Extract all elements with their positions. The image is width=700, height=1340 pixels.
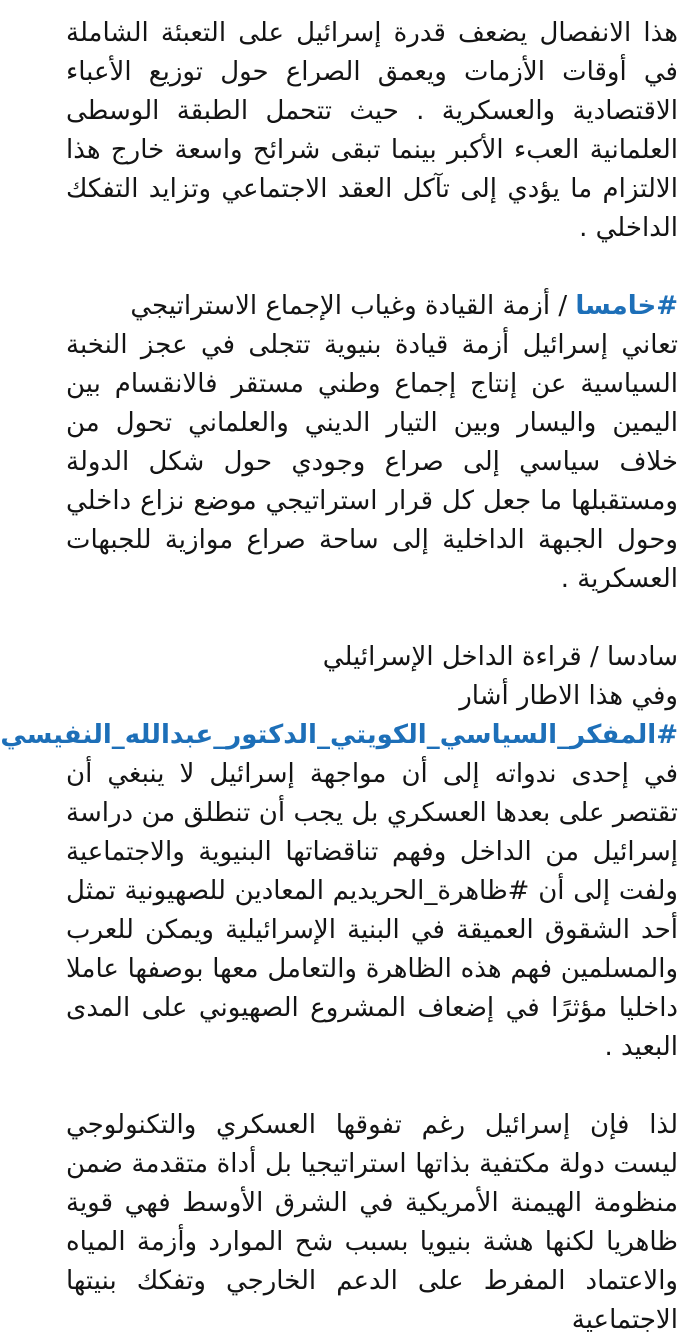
paragraph-conclusion-text: لذا فإن إسرائيل رغم تفوقها العسكري والتكنولوجي ليست دولة مكتفية بذاتها استراتيجيا بل أداة متقدمة ضمن منظومة الهيمنة الأمريكية في الشرق الأوسط فهي قوية ظاهريا لكنها هشة بنيويا بسبب شح الموارد وأزمة المياه والاعتماد المفرط على الدعم الخارجي وتفكك بنيتها الاجتماعية bbox=[66, 1110, 678, 1335]
paragraph-conclusion bbox=[66, 1106, 678, 1340]
section-fifth-title: / أزمة القيادة وغياب الإجماع الاستراتيجي bbox=[130, 291, 576, 321]
paragraph-intro bbox=[66, 14, 678, 248]
section-sixth bbox=[0, 638, 678, 1067]
section-fifth bbox=[66, 287, 678, 599]
hashtag-link-author[interactable]: #المفكر_السياسي_الكويتي_الدكتور_عبدالله_النفيسي bbox=[0, 720, 678, 750]
section-fifth-body: تعاني إسرائيل أزمة قيادة بنيوية تتجلى في عجز النخبة السياسية عن إنتاج إجماع وطني مستقر فالانقسام بين اليمين واليسار وبين التيار الديني والعلماني تحول من خلاف سياسي إلى صراع وجودي حول شكل الدولة ومستقبلها ما جعل كل قرار استراتيجي موضع نزاع داخلي وحول الجبهة الداخلية إلى ساحة صراع موازية للجبهات العسكرية . bbox=[66, 330, 678, 594]
hashtag-link-fifth[interactable]: #خامسا bbox=[575, 291, 678, 321]
section-sixth-intro: وفي هذا الاطار أشار bbox=[459, 681, 678, 711]
section-sixth-body: في إحدى ندواته إلى أن مواجهة إسرائيل لا ينبغي أن تقتصر على بعدها العسكري بل يجب أن تنطلق من دراسة إسرائيل من الداخل وفهم تناقضاتها البنيوية والاجتماعية ولفت إلى أن #ظاهرة_الحريديم المعادين للصهيونية تمثل أحد الشقوق العميقة في البنية الإسرائيلية ويمكن للعرب والمسلمين فهم هذه الظاهرة والتعامل معها بوصفها عاملا داخليا مؤثرًا في إضعاف المشروع الصهيوني على المدى البعيد . bbox=[66, 759, 678, 1062]
paragraph-gap bbox=[66, 1067, 678, 1106]
paragraph-gap bbox=[66, 599, 678, 638]
paragraph-gap bbox=[66, 248, 678, 287]
paragraph-intro-text: هذا الانفصال يضعف قدرة إسرائيل على التعبئة الشاملة في أوقات الأزمات ويعمق الصراع حول توزيع الأعباء الاقتصادية والعسكرية . حيث تتحمل الطبقة الوسطى العلمانية العبء الأكبر بينما تبقى شرائح واسعة خارج هذا الالتزام ما يؤدي إلى تآكل العقد الاجتماعي وتزايد التفكك الداخلي . bbox=[66, 18, 678, 243]
section-sixth-heading: سادسا / قراءة الداخل الإسرائيلي bbox=[322, 642, 678, 672]
section-fifth-heading bbox=[66, 287, 678, 326]
